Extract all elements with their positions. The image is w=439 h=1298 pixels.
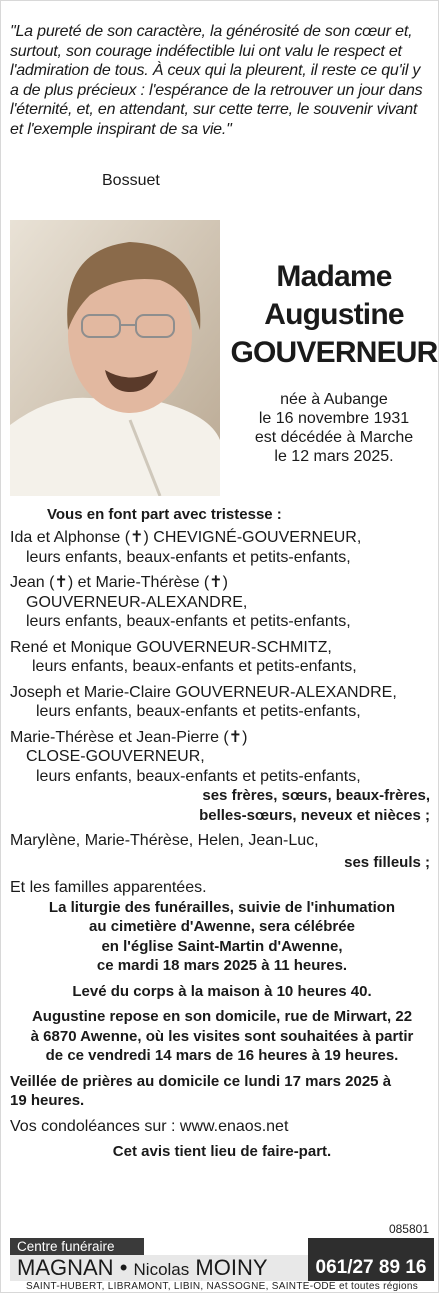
separator-dot: • — [119, 1255, 128, 1280]
funeral-home-label: Centre funéraire — [10, 1238, 144, 1255]
birth-death-info — [230, 390, 438, 466]
family-line: GOUVERNEUR-ALEXANDRE, — [26, 593, 248, 611]
liturgy-line: ce mardi 18 mars 2025 à 11 heures. — [96, 957, 348, 974]
portrait-photo-illustration — [10, 220, 220, 496]
portrait-photo — [10, 220, 220, 496]
liturgy-info — [10, 898, 434, 1066]
related-families: Et les familles apparentées. — [10, 879, 207, 896]
funeral-home-banner — [10, 1238, 434, 1292]
funeral-home-name — [17, 1255, 268, 1281]
rest-line: à 6870 Awenne, où les visites sont souhaitées à partir — [30, 1027, 414, 1045]
family-line: Joseph et Marie-Claire GOUVERNEUR-ALEXANDRE, — [10, 683, 397, 701]
family-line: leurs enfants, beaux-enfants et petits-enfants, — [26, 548, 351, 566]
godchildren-names: Marylène, Marie-Thérèse, Helen, Jean-Luc, — [10, 832, 319, 849]
funeral-home-phone: 061/27 89 16 — [308, 1238, 434, 1281]
owner-first-name: Nicolas — [133, 1260, 190, 1279]
vigil-line: 19 heures. — [10, 1092, 85, 1109]
quote-author: Bossuet — [102, 172, 160, 189]
family-line: Ida et Alphonse (✝) CHEVIGNÉ-GOUVERNEUR, — [10, 529, 362, 546]
family-line: Jean (✝) et Marie-Thérèse (✝) — [10, 574, 228, 591]
notice-line: Cet avis tient lieu de faire-part. — [112, 1143, 332, 1160]
epitaph-quote: "La pureté de son caractère, la générosité de son cœur et, surtout, son courage indéfectible lui ont valu le respect et l'admiration de tous. À ceux qui la pleurent, il reste ce qu'il y a de plus précieux : l'espérance de la retrouver un jour dans l'éternité, et, en attendant, sur cette terre, le souvenir vivant et l'exemple inspirant de sa vie." — [10, 23, 423, 138]
siblings-line: belles-sœurs, neveux et nièces ; — [199, 806, 430, 824]
first-name: Augustine — [264, 298, 404, 331]
condolences-link[interactable]: Vos condoléances sur : www.enaos.net — [10, 1117, 289, 1135]
liturgy-line: au cimetière d'Awenne, sera célébrée — [89, 918, 355, 935]
last-name: GOUVERNEUR — [230, 336, 438, 369]
reference-number: 085801 — [388, 1222, 429, 1236]
birth-place: née à Aubange — [280, 391, 388, 408]
family-line: leurs enfants, beaux-enfants et petits-enfants, — [36, 767, 361, 785]
family-line: leurs enfants, beaux-enfants et petits-enfants, — [36, 703, 361, 720]
lift-info: Levé du corps à la maison à 10 heures 40. — [72, 982, 372, 1000]
death-date: le 12 mars 2025. — [274, 448, 394, 465]
liturgy-line: La liturgie des funérailles, suivie de l'inhumation — [48, 898, 396, 916]
deceased-name — [230, 258, 438, 372]
family-list — [10, 528, 434, 1162]
death-place: est décédée à Marche — [254, 429, 414, 446]
funeral-home-brand: MAGNAN — [17, 1255, 114, 1280]
family-line: CLOSE-GOUVERNEUR, — [26, 748, 205, 765]
rest-line: Augustine repose en son domicile, rue de Mirwart, 22 — [31, 1008, 413, 1025]
family-line: Marie-Thérèse et Jean-Pierre (✝) — [10, 728, 248, 746]
family-line: leurs enfants, beaux-enfants et petits-enfants, — [26, 613, 351, 630]
funeral-home-bar — [10, 1255, 434, 1281]
liturgy-line: en l'église Saint-Martin d'Awenne, — [101, 937, 343, 955]
siblings-line: ses frères, sœurs, beaux-frères, — [202, 787, 430, 804]
family-line: René et Monique GOUVERNEUR-SCHMITZ, — [10, 638, 332, 656]
godchildren-label: ses filleuls ; — [344, 853, 430, 871]
family-line: leurs enfants, beaux-enfants et petits-enfants, — [32, 658, 357, 675]
birth-date: le 16 novembre 1931 — [258, 410, 410, 427]
announcement-intro: Vous en font part avec tristesse : — [47, 506, 282, 523]
funeral-home-towns: SAINT-HUBERT, LIBRAMONT, LIBIN, NASSOGNE, SAINTE-ODE et toutes régions — [25, 1281, 419, 1292]
name-title: Madame — [276, 260, 392, 293]
rest-line: de ce vendredi 14 mars de 16 heures à 19 heures. — [45, 1047, 399, 1064]
owner-last-name: MOINY — [195, 1255, 268, 1280]
vigil-line: Veillée de prières au domicile ce lundi 17 mars 2025 à — [10, 1072, 392, 1090]
